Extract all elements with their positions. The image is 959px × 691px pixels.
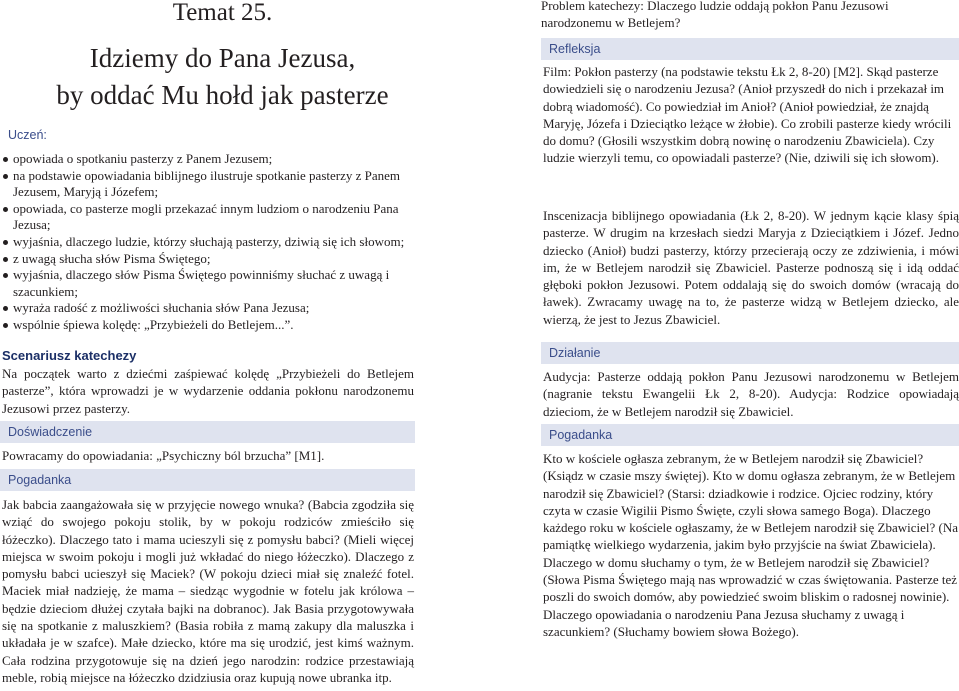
scenariusz-text: Na początek warto z dziećmi zaśpiewać kolędę „Przybieżeli do Betlejem pasterze”, która wprowadzi je w wydarzenie oddania pokłonu narodzonemu Jezusowi przez pasterzy. [2,366,414,416]
list-item: wyjaśnia, dlaczego ludzie, którzy słuchają pasterzy, dziwią się ich słowom; [2,234,414,251]
section-header-label: Pogadanka [549,428,613,442]
list-item: opowiada, co pasterze mogli przekazać innym ludziom o narodzeniu Pana Jezusa; [2,201,414,234]
lesson-number: Temat 25. [172,0,273,26]
refleksja-paragraph-1: Film: Pokłon pasterzy (na podstawie tekstu Łk 2, 8-20) [M2]. Skąd pasterze dowiedzieli się o narodzeniu Jezusa? (Anioł przyszedł do nich i przekazał im dobrą wiadomość). Co powiedział im Anioł? (Anioł powiedział, że znajdą Maryję, Józefa i Dzieciątko leżące w żłobie). Co zrobili pasterze kiedy wrócili do domu? (Głosili wszystkim dobrą nowinę o narodzeniu Zbawiciela). Czy ludzie wierzyli temu, co opowiadali pasterze? (Nie, dziwili się ich słowom). [543,64,952,166]
scenariusz-heading: Scenariusz katechezy [2,348,137,363]
section-header-dzialanie [541,342,959,364]
problem-text: Problem katechezy: Dlaczego ludzie oddają pokłon Panu Jezusowi narodzonemu w Betlejem? [541,0,889,31]
lesson-title [30,40,415,114]
dzialanie-text: Audycja: Pasterze oddają pokłon Panu Jezusowi narodzonemu w Betlejem (nagranie tekstu Ewangelii Łk 2, 8-20). Audycja: Rodzice opowiadają dzieciom, że w Betlejem narodził się Zbawiciel. [543,369,959,419]
list-item: wyraża radość z możliwości słuchania słów Pana Jezusa; [2,300,414,317]
refleksja-paragraph-2: Inscenizacja biblijnego opowiadania (Łk 2, 8-20). W jednym kącie klasy śpią pasterze. W drugim na krzesłach siedzi Maryja z Dzieciątkiem i Józef. Jedno dziecko (Anioł) budzi pasterzy, którzy przecierają oczy ze zdziwienia, i mówi im, że w Betlejem narodził się Zbawiciel. Pasterze podnoszą się i idą oddać głęboki pokłon Jezusowi. Potem oddalają się do swoich domów (wracają do ławek). Zwracamy uwagę na to, że pasterze widzą w Betlejem dziecko, ale wierzą, że jest to Jezus Zbawiciel. [543,208,959,327]
section-header-label: Refleksja [549,42,601,56]
section-header-pogadanka-right [541,424,959,446]
learning-goals-list [2,151,414,334]
lesson-title-line-2: by oddać Mu hołd jak pasterze [56,80,389,110]
list-item: wyjaśnia, dlaczego słów Pisma Świętego powinniśmy słuchać z uwagą i szacunkiem; [2,267,414,300]
pogadanka-right-text: Kto w kościele ogłasza zebranym, że w Betlejem narodził się Zbawiciel? (Ksiądz w czasie mszy świętej). Kto w domu ogłasza zebranym, że w Betlejem narodził się Zbawiciel? (Starsi: dziadkowie i rodzice. Ojciec rodziny, który czyta w czasie Wigilii Pismo Święte, czyli słowa samego Boga). Dlaczego każdego roku w kościele ogłaszamy, że w Betlejem narodził się Zbawiciel? (Na pamiątkę wielkiego wydarzenia, jakim było przyjście na świat Zbawiciela). Dlaczego w domu słuchamy o tym, że w Betlejem narodził się Zbawiciel? (Słowa Pisma Świętego mają nas wprowadzić w czas świętowania. Pasterze też poszli do swoich domów, aby powiedzieć swoim bliskim o radosnej nowinie). Dlaczego opowiadania o narodzeniu Pana Jezusa słuchamy z uwagą i szacunkiem? (Słuchamy bowiem słowa Bożego). [543,451,958,639]
section-header-doswiadczenie [0,421,415,443]
section-header-pogadanka-left [0,469,415,491]
section-header-label: Działanie [549,346,601,360]
section-header-label: Pogadanka [8,473,72,487]
uczen-label: Uczeń: [8,128,47,142]
list-item: opowiada o spotkaniu pasterzy z Panem Jezusem; [2,151,414,168]
list-item: na podstawie opowiadania biblijnego ilustruje spotkanie pasterzy z Panem Jezusem, Maryją i Józefem; [2,168,414,201]
pogadanka-left-text: Jak babcia zaangażowała się w przyjęcie nowego wnuka? (Babcia zgodziła się wziąć do swojego pokoju stolik, by w pokoju rodziców zmieściło się łóżeczko). Dlaczego tato i mama ucieszyli się z pomysłu babci? (Mieli więcej miejsca w swoim pokoju i mogli już wkładać do niego łóżeczko). Dlaczego z pomysłu babci ucieszył się Maciek? (W pokoju dzieci miał się znaleźć fotel. Maciek miał nadzieję, że mama – siedząc wygodnie w fotelu jak królowa – będzie dzieciom dłużej czytała bajki na dobranoc). Jak Basia przygotowywała się na spotkanie z maluszkiem? (Basia robiła z mamą zakupy dla maluszka i układała je w szafce). Małe dziecko, które ma się urodzić, jest kimś ważnym. Cała rodzina przygotowuje się na dzień jego narodzin: rodzice przestawiają meble, robią miejsce na łóżeczko dzidziusia oraz kupują nowe ubranka itp. [2,497,414,685]
section-header-refleksja [541,38,959,60]
doswiadczenie-text: Powracamy do opowiadania: „Psychiczny ból brzucha” [M1]. [2,448,325,463]
lesson-title-line-1: Idziemy do Pana Jezusa, [89,43,356,73]
list-item: wspólnie śpiewa kolędę: „Przybieżeli do Betlejem...”. [2,317,414,334]
section-header-label: Doświadczenie [8,425,93,439]
list-item: z uwagą słucha słów Pisma Świętego; [2,251,414,268]
